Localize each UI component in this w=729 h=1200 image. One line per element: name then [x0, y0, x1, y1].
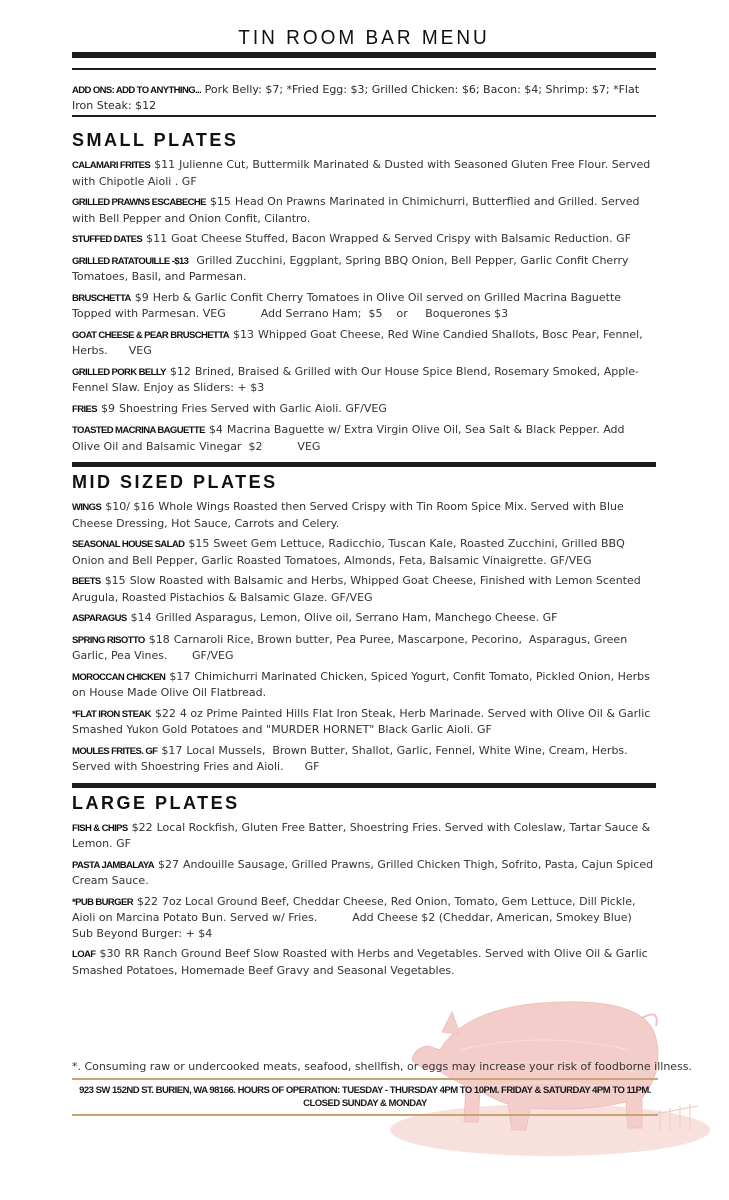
item-desc: Whole Wings Roasted then Served Crispy with Tin Room Spice Mix. Served with Blue Cheese Dressing, Hot Sauce, Carrots and Celery.: [72, 500, 624, 530]
item-price: $4: [208, 423, 223, 436]
menu-item: [72, 327, 656, 359]
item-desc: Grilled Asparagus, Lemon, Olive oil, Serrano Ham, Manchego Cheese. GF: [155, 611, 558, 624]
item-name: TOASTED MACRINA BAGUETTE: [72, 425, 205, 436]
menu-item: [72, 820, 656, 852]
page-title: TIN ROOM BAR MENU: [238, 27, 490, 50]
menu-item: [72, 857, 656, 889]
item-price: $17: [161, 743, 183, 757]
item-desc: RR Ranch Ground Beef Slow Roasted with Herbs and Vegetables. Served with Olive Oil & Garlic Smashed Potatoes, Homemade Beef Gravy and Seasonal Vegetables.: [72, 947, 648, 977]
item-desc: Slow Roasted with Balsamic and Herbs, Whipped Goat Cheese, Finished with Lemon Scented Arugula, Roasted Pistachios & Balsamic Glaze. GF/VEG: [72, 574, 641, 604]
menu-item: [72, 894, 656, 942]
title-divider: [72, 52, 656, 58]
menu-item: [72, 743, 656, 775]
item-price: $9: [100, 401, 115, 415]
item-price: $13: [232, 327, 254, 341]
addons-label: ADD ONS: ADD TO ANYTHING...: [72, 85, 202, 96]
section-divider: [72, 462, 656, 467]
section-mid-sized-plates: [72, 471, 656, 775]
item-name: GRILLED PRAWNS ESCABECHE: [72, 197, 206, 208]
item-name: MOULES FRITES. GF: [72, 745, 158, 757]
menu-page: [72, 0, 656, 983]
menu-item: [72, 499, 656, 531]
item-name: LOAF: [72, 949, 96, 960]
item-name: STUFFED DATES: [72, 234, 143, 245]
item-desc: Chimichurri Marinated Chicken, Spiced Yogurt, Confit Tomato, Pickled Onion, Herbs on House Made Olive Oil Flatbread.: [72, 669, 650, 699]
item-name: WINGS: [72, 502, 102, 513]
menu-item: [72, 573, 656, 605]
item-desc: Head On Prawns Marinated in Chimichurri, Butterflied and Grilled. Served with Bell Pepper and Onion Confit, Cilantro.: [72, 195, 640, 225]
item-name: BRUSCHETTA: [72, 292, 131, 304]
item-price: $22: [131, 820, 153, 834]
menu-item: [72, 364, 656, 396]
addons-top-divider: [72, 68, 656, 70]
item-name: SEASONAL HOUSE SALAD: [72, 539, 185, 550]
item-name: FRIES: [72, 403, 97, 415]
item-name: FISH & CHIPS: [72, 822, 128, 834]
item-price: $15: [104, 574, 126, 587]
menu-item: [72, 610, 656, 627]
menu-item: [72, 946, 656, 978]
item-price: $10/ $16: [105, 500, 155, 513]
menu-item: [72, 422, 656, 454]
section-heading: LARGE PLATES: [72, 792, 240, 813]
item-price: $11: [154, 158, 176, 171]
addons: [72, 78, 656, 115]
item-desc: 7oz Local Ground Beef, Cheddar Cheese, Red Onion, Tomato, Gem Lettuce, Dill Pickle, Aioli on Marcina Potato Bun. Served w/ Fries. Add Cheese $2 (Cheddar, American, Smokey Blue) Sub Beyond Burger: + $4: [72, 894, 653, 940]
item-price: $17: [169, 669, 191, 683]
item-desc: Whipped Goat Cheese, Red Wine Candied Shallots, Bosc Pear, Fennel, Herbs. VEG: [72, 327, 647, 357]
item-name: GRILLED PORK BELLY: [72, 366, 166, 378]
section-heading: SMALL PLATES: [72, 130, 239, 150]
menu-item: [72, 157, 656, 189]
item-name: CALAMARI FRITES: [72, 160, 151, 171]
item-name: GRILLED RATATOUILLE -$13: [72, 255, 189, 267]
item-name: *PUB BURGER: [72, 896, 133, 908]
item-price: $22: [136, 894, 158, 908]
addons-bottom-divider: [72, 115, 656, 117]
item-desc: Shoestring Fries Served with Garlic Aioli. GF/VEG: [118, 401, 387, 415]
menu-item: [72, 290, 656, 322]
item-desc: 4 oz Prime Painted Hills Flat Iron Steak, Herb Marinade. Served with Olive Oil & Garlic Smashed Yukon Gold Potatoes and "MURDER HORNET" Black Garlic Aioli. GF: [72, 706, 651, 736]
item-desc: Carnaroli Rice, Brown butter, Pea Puree, Mascarpone, Pecorino, Asparagus, Green Garlic, Pea Vines. GF/VEG: [72, 632, 631, 662]
item-desc: Brined, Braised & Grilled with Our House Spice Blend, Rosemary Smoked, Apple-Fennel Slaw. Enjoy as Sliders: + $3: [72, 364, 640, 394]
menu-item: [72, 231, 656, 248]
pig-illustration-icon: [380, 990, 720, 1160]
item-price: $30: [99, 947, 121, 960]
item-name: MOROCCAN CHICKEN: [72, 671, 166, 683]
menu-item: [72, 194, 656, 226]
section-small-plates: [72, 129, 656, 454]
item-price: $14: [130, 611, 152, 624]
section-heading: MID SIZED PLATES: [72, 472, 278, 492]
item-desc: Julienne Cut, Buttermilk Marinated & Dusted with Seasoned Gluten Free Flour. Served with Chipotle Aioli . GF: [72, 158, 651, 188]
addons-text: Pork Belly: $7; *Fried Egg: $3; Grilled Chicken: $6; Bacon: $4; Shrimp: $7; *Flat Iron Steak: $12: [72, 83, 640, 112]
food-safety-disclaimer: *. Consuming raw or undercooked meats, seafood, shellfish, or eggs may increase your risk of foodborne illness.: [72, 1060, 693, 1073]
item-desc: Local Mussels, Brown Butter, Shallot, Garlic, Fennel, White Wine, Cream, Herbs. Served with Shoestring Fries and Aioli. GF: [72, 743, 635, 773]
menu-item: [72, 632, 656, 664]
item-desc: Andouille Sausage, Grilled Prawns, Grilled Chicken Thigh, Sofrito, Pasta, Cajun Spiced Cream Sauce.: [72, 857, 654, 887]
item-name: BEETS: [72, 576, 101, 587]
item-desc: Sweet Gem Lettuce, Radicchio, Tuscan Kale, Roasted Zucchini, Grilled BBQ Onion and Bell Pepper, Garlic Roasted Tomatoes, Almonds, Feta, Balsamic Vinaigrette. GF/VEG: [72, 537, 625, 567]
item-name: ASPARAGUS: [72, 613, 127, 624]
item-price: $9: [134, 290, 149, 304]
menu-item: [72, 401, 656, 418]
item-price: $15: [188, 537, 210, 550]
item-price: $22: [154, 706, 176, 720]
item-price: $11: [146, 232, 168, 245]
item-desc: Local Rockfish, Gluten Free Batter, Shoestring Fries. Served with Coleslaw, Tartar Sauce & Lemon. GF: [72, 820, 651, 850]
item-price: $18: [148, 632, 170, 646]
item-price: $12: [169, 364, 191, 378]
footer-closed-days: CLOSED SUNDAY & MONDAY: [303, 1098, 427, 1109]
item-desc: Goat Cheese Stuffed, Bacon Wrapped & Served Crispy with Balsamic Reduction. GF: [171, 232, 631, 245]
section-divider: [72, 783, 656, 788]
menu-item: [72, 669, 656, 701]
item-desc: Herb & Garlic Confit Cherry Tomatoes in Olive Oil served on Grilled Macrina Baguette Topped with Parmesan. VEG Add Serrano Ham; $5 or Boquerones $3: [72, 290, 625, 320]
section-large-plates: [72, 792, 656, 979]
menu-item: [72, 253, 656, 285]
item-name: SPRING RISOTTO: [72, 634, 145, 646]
item-name: PASTA JAMBALAYA: [72, 859, 154, 871]
menu-item: [72, 536, 656, 568]
menu-item: [72, 706, 656, 738]
item-name: GOAT CHEESE & PEAR BRUSCHETTA: [72, 329, 229, 341]
item-name: *FLAT IRON STEAK: [72, 708, 151, 720]
item-desc: Grilled Zucchini, Eggplant, Spring BBQ Onion, Bell Pepper, Garlic Confit Cherry Tomatoes, Basil, and Parmesan.: [72, 253, 629, 283]
footer-address-hours: 923 SW 152ND ST. BURIEN, WA 98166. HOURS OF OPERATION: TUESDAY - THURSDAY 4PM TO 10PM. FRIDAY & SATURDAY 4PM TO 11PM.: [79, 1085, 651, 1096]
item-price: $15: [209, 195, 231, 208]
footer-hours: [72, 1078, 658, 1116]
item-price: $27: [157, 857, 179, 871]
item-desc: Macrina Baguette w/ Extra Virgin Olive Oil, Sea Salt & Black Pepper. Add Olive Oil and Balsamic Vinegar $2 VEG: [72, 423, 628, 453]
